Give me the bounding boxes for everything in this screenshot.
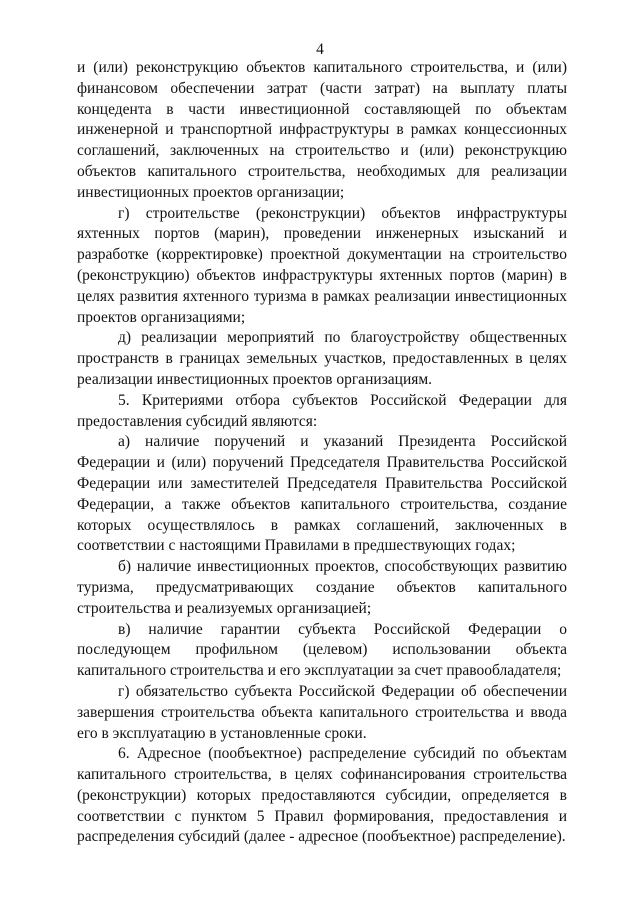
- paragraph-item-g-obligation: г) обязательство субъекта Российской Федерации об обеспечении завершения строительства объекта капитального строительства и ввода его в эксплуатацию в установленные сроки.: [77, 682, 567, 742]
- paragraph-item-b-investment-projects: б) наличие инвестиционных проектов, способствующих развитию туризма, предусматривающих создание объектов капитального строительства и реализуемых организацией;: [77, 558, 567, 617]
- paragraph-section-5: 5. Критериями отбора субъектов Российской Федерации для предоставления субсидий являются:: [77, 391, 567, 430]
- paragraph-section-6: 6. Адресное (пообъектное) распределение субсидий по объектам капитального строительства, в целях софинансирования строительства (реконструкции) которых предоставляются субсидии, определяется в соответствии с пунктом 5 Правил формирования, предоставления и распределения субсидий (далее - адресное (пообъектное) распределение).: [77, 745, 567, 846]
- paragraph-item-d-public-spaces: д) реализации мероприятий по благоустройству общественных пространств в границах земельных участков, предоставленных в целях реализации инвестиционных проектов организациям.: [77, 329, 567, 388]
- paragraph-item-g-yacht-ports: г) строительстве (реконструкции) объектов инфраструктуры яхтенных портов (марин), проведении инженерных изысканий и разработке (корректировке) проектной документации на строительство (реконструкцию) объектов инфраструктуры яхтенных портов (марин) в целях развития яхтенного туризма в рамках реализации инвестиционных проектов организациями;: [77, 204, 567, 326]
- document-body: [77, 58, 567, 848]
- page-number: 4: [316, 41, 324, 58]
- paragraph-item-v-guarantee: в) наличие гарантии субъекта Российской Федерации о последующем профильном (целевом) использовании объекта капитального строительства и его эксплуатации за счет правообладателя;: [77, 620, 567, 680]
- paragraph-continuation: и (или) реконструкцию объектов капитального строительства, и (или) финансовом обеспечении затрат (части затрат) на выплату платы концедента в части инвестиционной составляющей по объектам инженерной и транспортной инфраструктуры в рамках концессионных соглашений, заключенных на строительство и (или) реконструкцию объектов капитального строительства, необходимых для реализации инвестиционных проектов организации;: [77, 59, 567, 201]
- paragraph-item-a-instructions: а) наличие поручений и указаний Президента Российской Федерации и (или) поручений Председателя Правительства Российской Федерации или заместителей Председателя Правительства Российской Федерации, а также объектов капитального строительства, создание которых осуществлялось в рамках соглашений, заключенных в соответствии с настоящими Правилами в предшествующих годах;: [77, 433, 567, 555]
